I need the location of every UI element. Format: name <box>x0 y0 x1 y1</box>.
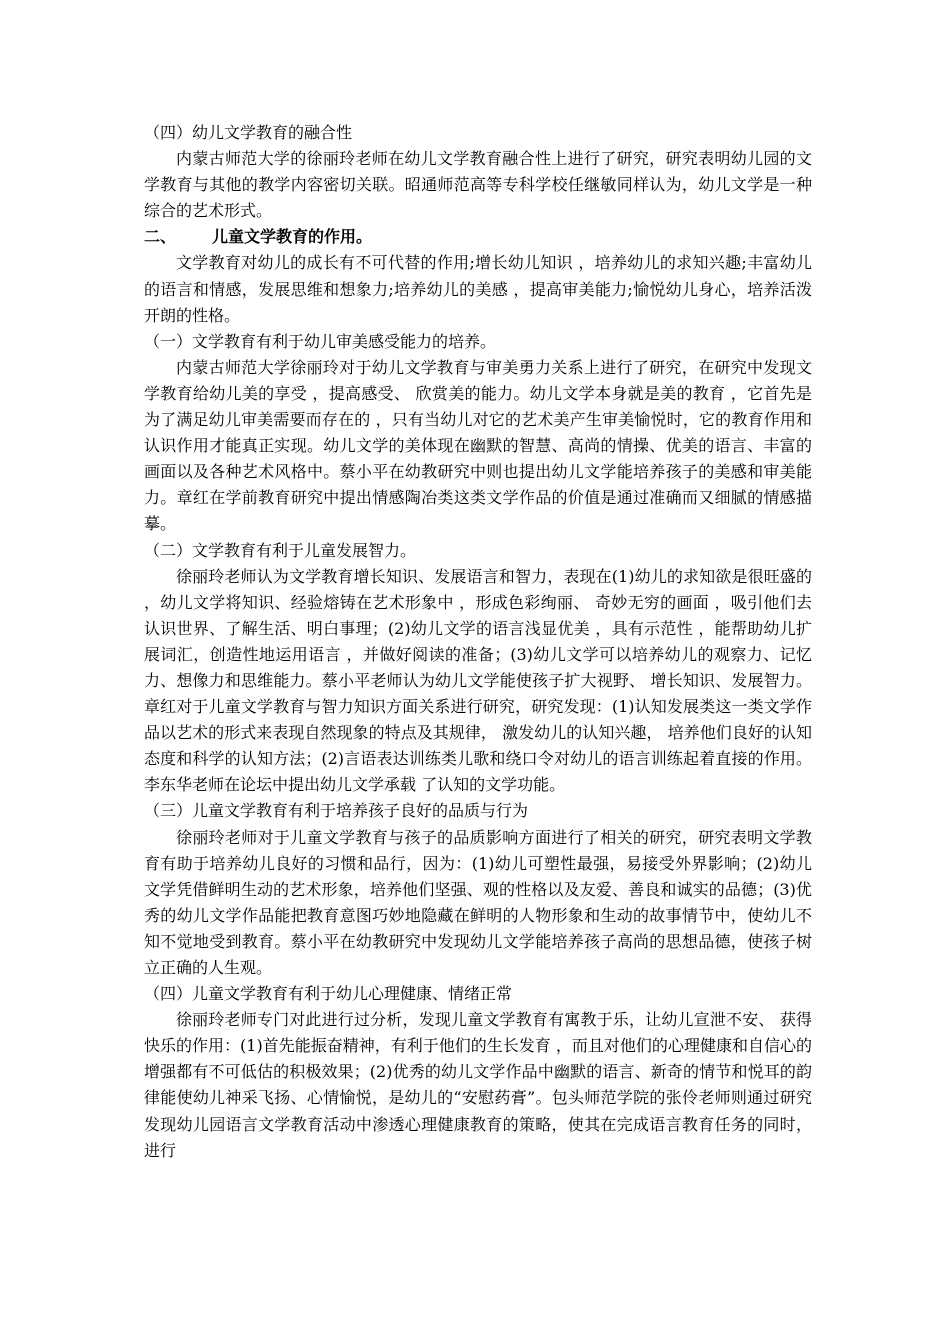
section-heading <box>144 224 812 250</box>
subsection-heading: （四）幼儿文学教育的融合性 <box>144 123 353 142</box>
subsection-heading: （二）文学教育有利于儿童发展智力。 <box>144 540 417 560</box>
document-body <box>144 120 812 1164</box>
body-paragraph: 徐丽玲老师认为文学教育增长知识、发展语言和智力，表现在(1)幼儿的求知欲是很旺盛的 ，幼儿文学将知识、经验熔铸在艺术形象中 ，形成色彩绚丽、 奇妙无穷的画面 ，吸引他们去认识世界、了解生活、明白事理；(2)幼儿文学的语言浅显优美 ，具有示范性 ，能帮助幼儿扩展词汇，创造性地运用语言 ，并做好阅读的准备；(3)幼儿文学可以培养幼儿的观察力、记忆力、想像力和思维能力。蔡小平老师认为幼儿文学能使孩子扩大视野、 增长知识、发展智力。章红对于儿童文学教育与智力知识方面关系进行研究，研究发现：(1)认知发展类这一类文学作品以艺术的形式来表现自然现象的特点及其规律， 激发幼儿的认知兴趣， 培养他们良好的认知态度和科学的认知方法；(2)言语表达训练类儿歌和绕口令对幼儿的语言训练起着直接的作用。李东华老师在论坛中提出幼儿文学承载 了认知的文学功能。 <box>144 566 812 795</box>
body-paragraph: 徐丽玲老师专门对此进行过分析，发现儿童文学教育有寓教于乐，让幼儿宣泄不安、 获得快乐的作用：(1)首先能振奋精神，有利于他们的生长发育 ，而且对他们的心理健康和自信心的增强都有不可低估的积极效果；(2)优秀的幼儿文学作品中幽默的语言、新奇的情节和悦耳的韵律能使幼儿神采飞扬、心情愉悦，是幼儿的“安慰药膏”。包头师范学院的张伶老师则通过研究发现幼儿园语言文学教育活动中渗透心理健康教育的策略，使其在完成语言教育任务的同时，进行 <box>144 1010 812 1160</box>
body-paragraph: 内蒙古师范大学的徐丽玲老师在幼儿文学教育融合性上进行了研究，研究表明幼儿园的文学教育与其他的教学内容密切关联。昭通师范高等专科学校任继敏同样认为，幼儿文学是一种综合的艺术形式。 <box>144 149 812 221</box>
subsection-heading: （一）文学教育有利于幼儿审美感受能力的培养。 <box>144 331 497 351</box>
subsection-heading: （三）儿童文学教育有利于培养孩子良好的品质与行为 <box>144 801 529 821</box>
body-paragraph: 内蒙古师范大学徐丽玲对于幼儿文学教育与审美勇力关系上进行了研究，在研究中发现文学教育给幼儿美的享受 ，提高感受、 欣赏美的能力。幼儿文学本身就是美的教育 ，它首先是为了满足幼儿审美需要而存在的 ，只有当幼儿对它的艺术美产生审美愉悦时，它的教育作用和认识作用才能真正实现。幼儿文学的美体现在幽默的智慧、高尚的情操、优美的语言、丰富的画面以及各种艺术风格中。蔡小平在幼教研究中则也提出幼儿文学能培养孩子的美感和审美能力。章红在学前教育研究中提出情感陶冶类这类文学作品的价值是通过准确而又细腻的情感描摹。 <box>144 357 812 534</box>
body-paragraph: 徐丽玲老师对于儿童文学教育与孩子的品质影响方面进行了相关的研究，研究表明文学教育有助于培养幼儿良好的习惯和品行，因为：(1)幼儿可塑性最强，易接受外界影响；(2)幼儿文学凭借鲜明生动的艺术形象，培养他们坚强、观的性格以及友爱、善良和诚实的品德；(3)优秀的幼儿文学作品能把教育意图巧妙地隐藏在鲜明的人物形象和生动的故事情节中，使幼儿不知不觉地受到教育。蔡小平在幼教研究中发现幼儿文学能培养孩子高尚的思想品德，使孩子树立正确的人生观。 <box>144 827 812 977</box>
section-title: 儿童文学教育的作用。 <box>212 227 373 247</box>
subsection-heading: （四）儿童文学教育有利于幼儿心理健康、情绪正常 <box>144 984 513 1004</box>
section-number: 二、 <box>144 227 177 247</box>
body-paragraph: 文学教育对幼儿的成长有不可代替的作用;增长幼儿知识 ，培养幼儿的求知兴趣;丰富幼儿的语言和情感，发展思维和想象力;培养幼儿的美感 ，提高审美能力;愉悦幼儿身心，培养活泼开朗的性格。 <box>144 253 812 325</box>
